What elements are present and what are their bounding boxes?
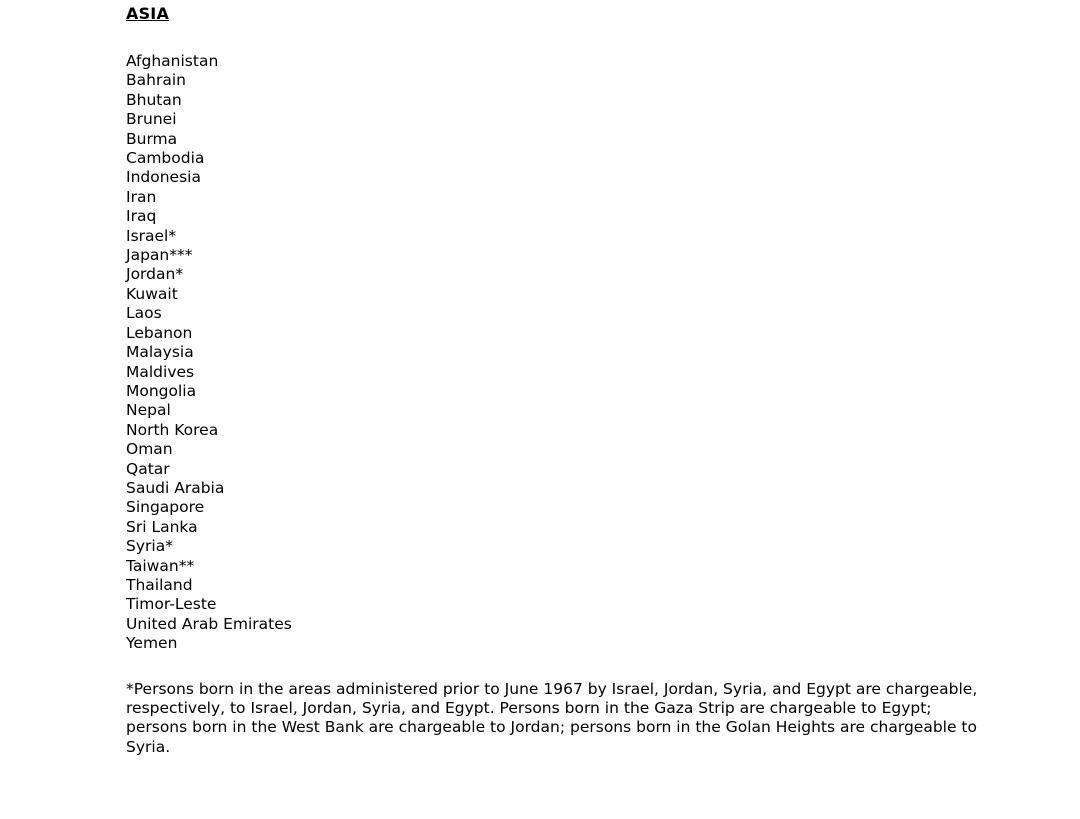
- list-item: Burma: [126, 129, 178, 148]
- list-item: Lebanon: [126, 323, 193, 342]
- list-item: Bahrain: [126, 71, 186, 90]
- list-item: Jordan*: [126, 265, 184, 284]
- list-item: Timor-Leste: [126, 595, 217, 614]
- list-item: Iraq: [126, 207, 157, 226]
- list-item: Cambodia: [126, 149, 205, 168]
- list-item: Afghanistan: [126, 52, 219, 70]
- list-item: Iran: [126, 187, 157, 206]
- list-item: United Arab Emirates: [126, 614, 292, 633]
- list-item: Taiwan**: [126, 556, 195, 575]
- list-item: Yemen: [126, 634, 178, 653]
- list-item: North Korea: [126, 420, 219, 439]
- list-item: Oman: [126, 440, 173, 459]
- list-item: Thailand: [126, 575, 193, 594]
- footnote-text: *Persons born in the areas administered prior to June 1967 by Israel, Jordan, Syria, and Egypt are chargeable, respectively, to Israel, Jordan, Syria, and Egypt. Persons born in the Gaza Strip are chargeable to Egypt; persons born in the West Bank are chargeable to Jordan; persons born in the Golan Heights are chargeable to Syria.: [126, 679, 978, 756]
- country-list: [126, 52, 994, 654]
- list-item: Indonesia: [126, 168, 201, 187]
- list-item: Japan***: [126, 246, 193, 265]
- list-item: Singapore: [126, 498, 205, 517]
- list-item: Maldives: [126, 362, 195, 381]
- list-item: Laos: [126, 304, 162, 323]
- list-item: Saudi Arabia: [126, 478, 225, 497]
- list-item: Brunei: [126, 110, 177, 129]
- list-item: Israel*: [126, 226, 177, 245]
- list-item: Nepal: [126, 401, 171, 420]
- region-heading: ASIA: [126, 4, 170, 23]
- list-item: Sri Lanka: [126, 517, 198, 536]
- list-item: Malaysia: [126, 343, 194, 362]
- list-item: Bhutan: [126, 90, 182, 109]
- list-item: Kuwait: [126, 284, 178, 303]
- list-item: Syria*: [126, 537, 173, 556]
- list-item: Mongolia: [126, 381, 197, 400]
- document-content: [126, 4, 994, 757]
- list-item: Qatar: [126, 459, 170, 478]
